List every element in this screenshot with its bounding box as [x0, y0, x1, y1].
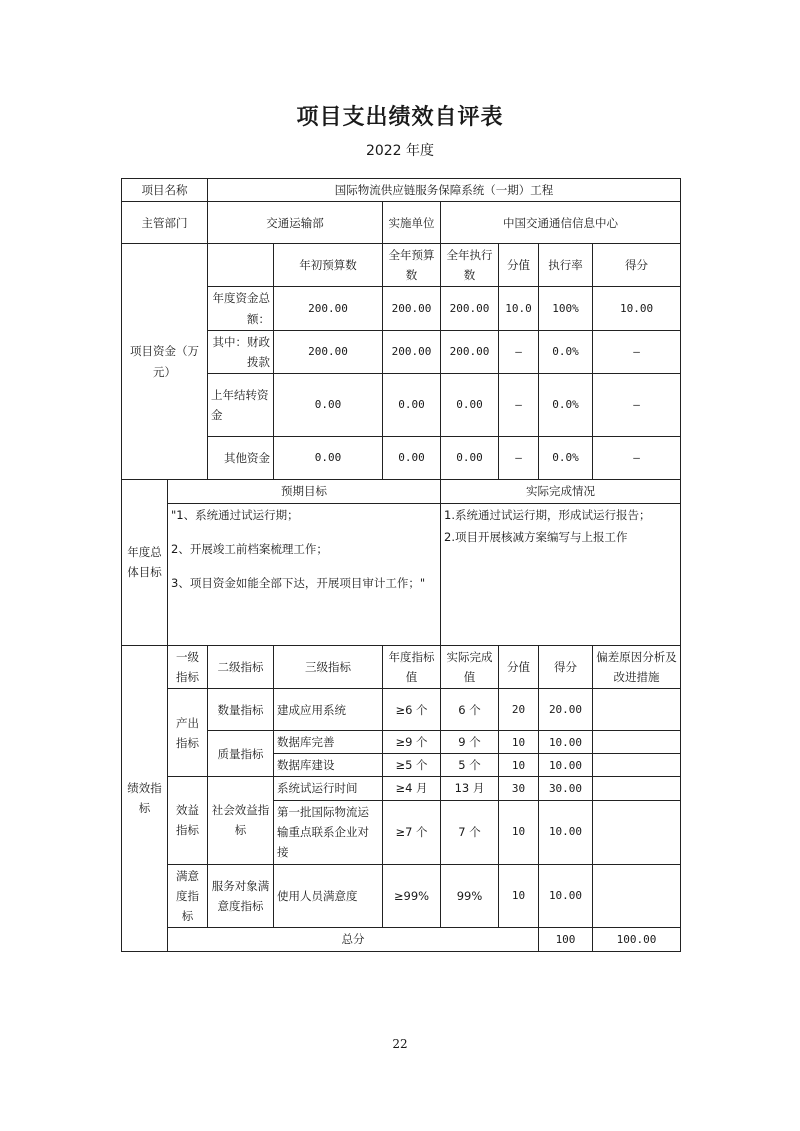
- indicator-level3: 使用人员满意度: [274, 864, 383, 927]
- indicator-score: 10.00: [539, 864, 593, 927]
- goals-header-row: [122, 479, 681, 503]
- funds-score: —: [593, 373, 681, 436]
- indicator-reason: [593, 864, 681, 927]
- funds-header-executed: 全年执行数: [441, 244, 499, 287]
- indicator-score: 10.00: [539, 731, 593, 754]
- indicator-actual: 99%: [441, 864, 499, 927]
- indicator-level3: 建成应用系统: [274, 689, 383, 731]
- goal-actual-item: 2.项目开展核减方案编写与上报工作: [444, 530, 628, 544]
- indicator-value: 10: [499, 800, 539, 864]
- department-value: 交通运输部: [208, 202, 383, 244]
- funds-section-label: 项目资金（万元）: [122, 244, 208, 480]
- funds-rate: 0.0%: [539, 373, 593, 436]
- funds-initial: 200.00: [274, 287, 383, 330]
- funds-annual: 200.00: [383, 287, 441, 330]
- indicator-level1: 满意度指标: [168, 864, 208, 927]
- indicator-actual: 13 月: [441, 777, 499, 800]
- funds-row-label: 其他资金: [208, 436, 274, 479]
- indicators-header-target: 年度指标值: [383, 645, 441, 688]
- funds-header-row: [122, 244, 681, 287]
- funds-header-initial: 年初预算数: [274, 244, 383, 287]
- funds-score: 10.00: [593, 287, 681, 330]
- indicator-row: [122, 777, 681, 800]
- funds-row-label: 上年结转资金: [208, 373, 274, 436]
- funds-header-score: 得分: [593, 244, 681, 287]
- indicator-value: 30: [499, 777, 539, 800]
- page-number: 22: [392, 1037, 408, 1051]
- goals-actual-header: 实际完成情况: [441, 479, 681, 503]
- goal-expected-item: 2、开展竣工前档案梳理工作；: [171, 542, 328, 556]
- indicators-header-level1: 一级指标: [168, 645, 208, 688]
- indicators-header-level2: 二级指标: [208, 645, 274, 688]
- goals-expected: [168, 503, 441, 645]
- indicator-level3: 系统试运行时间: [274, 777, 383, 800]
- funds-score-value: 10.0: [499, 287, 539, 330]
- indicator-reason: [593, 777, 681, 800]
- funds-header-annual: 全年预算数: [383, 244, 441, 287]
- project-name-row: [122, 179, 681, 202]
- implementer-label: 实施单位: [383, 202, 441, 244]
- total-score: 100.00: [593, 927, 681, 951]
- funds-annual: 0.00: [383, 436, 441, 479]
- funds-header-score-value: 分值: [499, 244, 539, 287]
- document-title: 项目支出绩效自评表: [296, 105, 504, 130]
- indicator-score: 10.00: [539, 800, 593, 864]
- funds-annual: 0.00: [383, 373, 441, 436]
- goals-content-row: [122, 503, 681, 645]
- funds-header-rate: 执行率: [539, 244, 593, 287]
- goal-expected-item: 3、项目资金如能全部下达，开展项目审计工作；": [171, 576, 426, 591]
- indicator-reason: [593, 731, 681, 754]
- indicator-level3: 数据库完善: [274, 731, 383, 754]
- funds-initial: 0.00: [274, 436, 383, 479]
- funds-header-blank: [208, 244, 274, 287]
- funds-rate: 100%: [539, 287, 593, 330]
- project-name-label: 项目名称: [122, 179, 208, 202]
- indicator-value: 10: [499, 864, 539, 927]
- funds-rate: 0.0%: [539, 330, 593, 373]
- indicator-value: 10: [499, 754, 539, 777]
- indicator-level1: 产出指标: [168, 689, 208, 777]
- indicator-value: 10: [499, 731, 539, 754]
- indicators-header-row: [122, 645, 681, 688]
- project-name-value: 国际物流供应链服务保障系统（一期）工程: [208, 179, 681, 202]
- funds-score-value: —: [499, 373, 539, 436]
- indicator-score: 30.00: [539, 777, 593, 800]
- indicators-header-score: 得分: [539, 645, 593, 688]
- funds-initial: 0.00: [274, 373, 383, 436]
- indicator-level3: 数据库建设: [274, 754, 383, 777]
- indicator-level2: 社会效益指标: [208, 777, 274, 864]
- indicator-score: 10.00: [539, 754, 593, 777]
- implementer-value: 中国交通通信信息中心: [441, 202, 681, 244]
- funds-executed: 0.00: [441, 436, 499, 479]
- indicator-target: ≥99%: [383, 864, 441, 927]
- funds-score-value: —: [499, 436, 539, 479]
- indicator-level3: 第一批国际物流运输重点联系企业对接: [274, 800, 383, 864]
- total-row: [122, 927, 681, 951]
- goal-expected-item: "1、系统通过试运行期；: [171, 507, 299, 522]
- document-year: 2022 年度: [365, 143, 435, 159]
- department-row: [122, 202, 681, 244]
- goals-expected-header: 预期目标: [168, 479, 441, 503]
- goals-section-label: 年度总体目标: [122, 479, 168, 645]
- funds-executed: 0.00: [441, 373, 499, 436]
- indicator-actual: 5 个: [441, 754, 499, 777]
- indicator-score: 20.00: [539, 689, 593, 731]
- funds-score-value: —: [499, 330, 539, 373]
- indicators-header-level3: 三级指标: [274, 645, 383, 688]
- indicator-level2: 数量指标: [208, 689, 274, 731]
- indicators-section-label: 绩效指标: [122, 645, 168, 951]
- indicators-header-actual: 实际完成值: [441, 645, 499, 688]
- indicator-actual: 7 个: [441, 800, 499, 864]
- goals-actual: [441, 503, 681, 645]
- funds-score: —: [593, 330, 681, 373]
- funds-executed: 200.00: [441, 287, 499, 330]
- indicator-row: [122, 689, 681, 731]
- funds-row-label: 年度资金总额：: [208, 287, 274, 330]
- indicator-target: ≥5 个: [383, 754, 441, 777]
- indicator-target: ≥6 个: [383, 689, 441, 731]
- goal-actual-item: 1.系统通过试运行期，形成试运行报告；: [444, 507, 651, 522]
- indicator-target: ≥7 个: [383, 800, 441, 864]
- department-label: 主管部门: [122, 202, 208, 244]
- performance-table: [121, 178, 681, 952]
- indicators-header-reason: 偏差原因分析及改进措施: [593, 645, 681, 688]
- indicator-reason: [593, 754, 681, 777]
- funds-executed: 200.00: [441, 330, 499, 373]
- funds-score: —: [593, 436, 681, 479]
- indicator-reason: [593, 800, 681, 864]
- indicator-target: ≥9 个: [383, 731, 441, 754]
- total-value: 100: [539, 927, 593, 951]
- indicator-actual: 9 个: [441, 731, 499, 754]
- funds-row-label: 其中：财政拨款: [208, 330, 274, 373]
- indicator-value: 20: [499, 689, 539, 731]
- indicator-row: [122, 864, 681, 927]
- funds-initial: 200.00: [274, 330, 383, 373]
- funds-annual: 200.00: [383, 330, 441, 373]
- indicator-level1: 效益指标: [168, 777, 208, 864]
- indicator-level2: 服务对象满意度指标: [208, 864, 274, 927]
- indicator-actual: 6 个: [441, 689, 499, 731]
- indicators-header-value: 分值: [499, 645, 539, 688]
- indicator-target: ≥4 月: [383, 777, 441, 800]
- funds-rate: 0.0%: [539, 436, 593, 479]
- total-label: 总分: [168, 927, 539, 951]
- indicator-level2: 质量指标: [208, 731, 274, 777]
- indicator-reason: [593, 689, 681, 731]
